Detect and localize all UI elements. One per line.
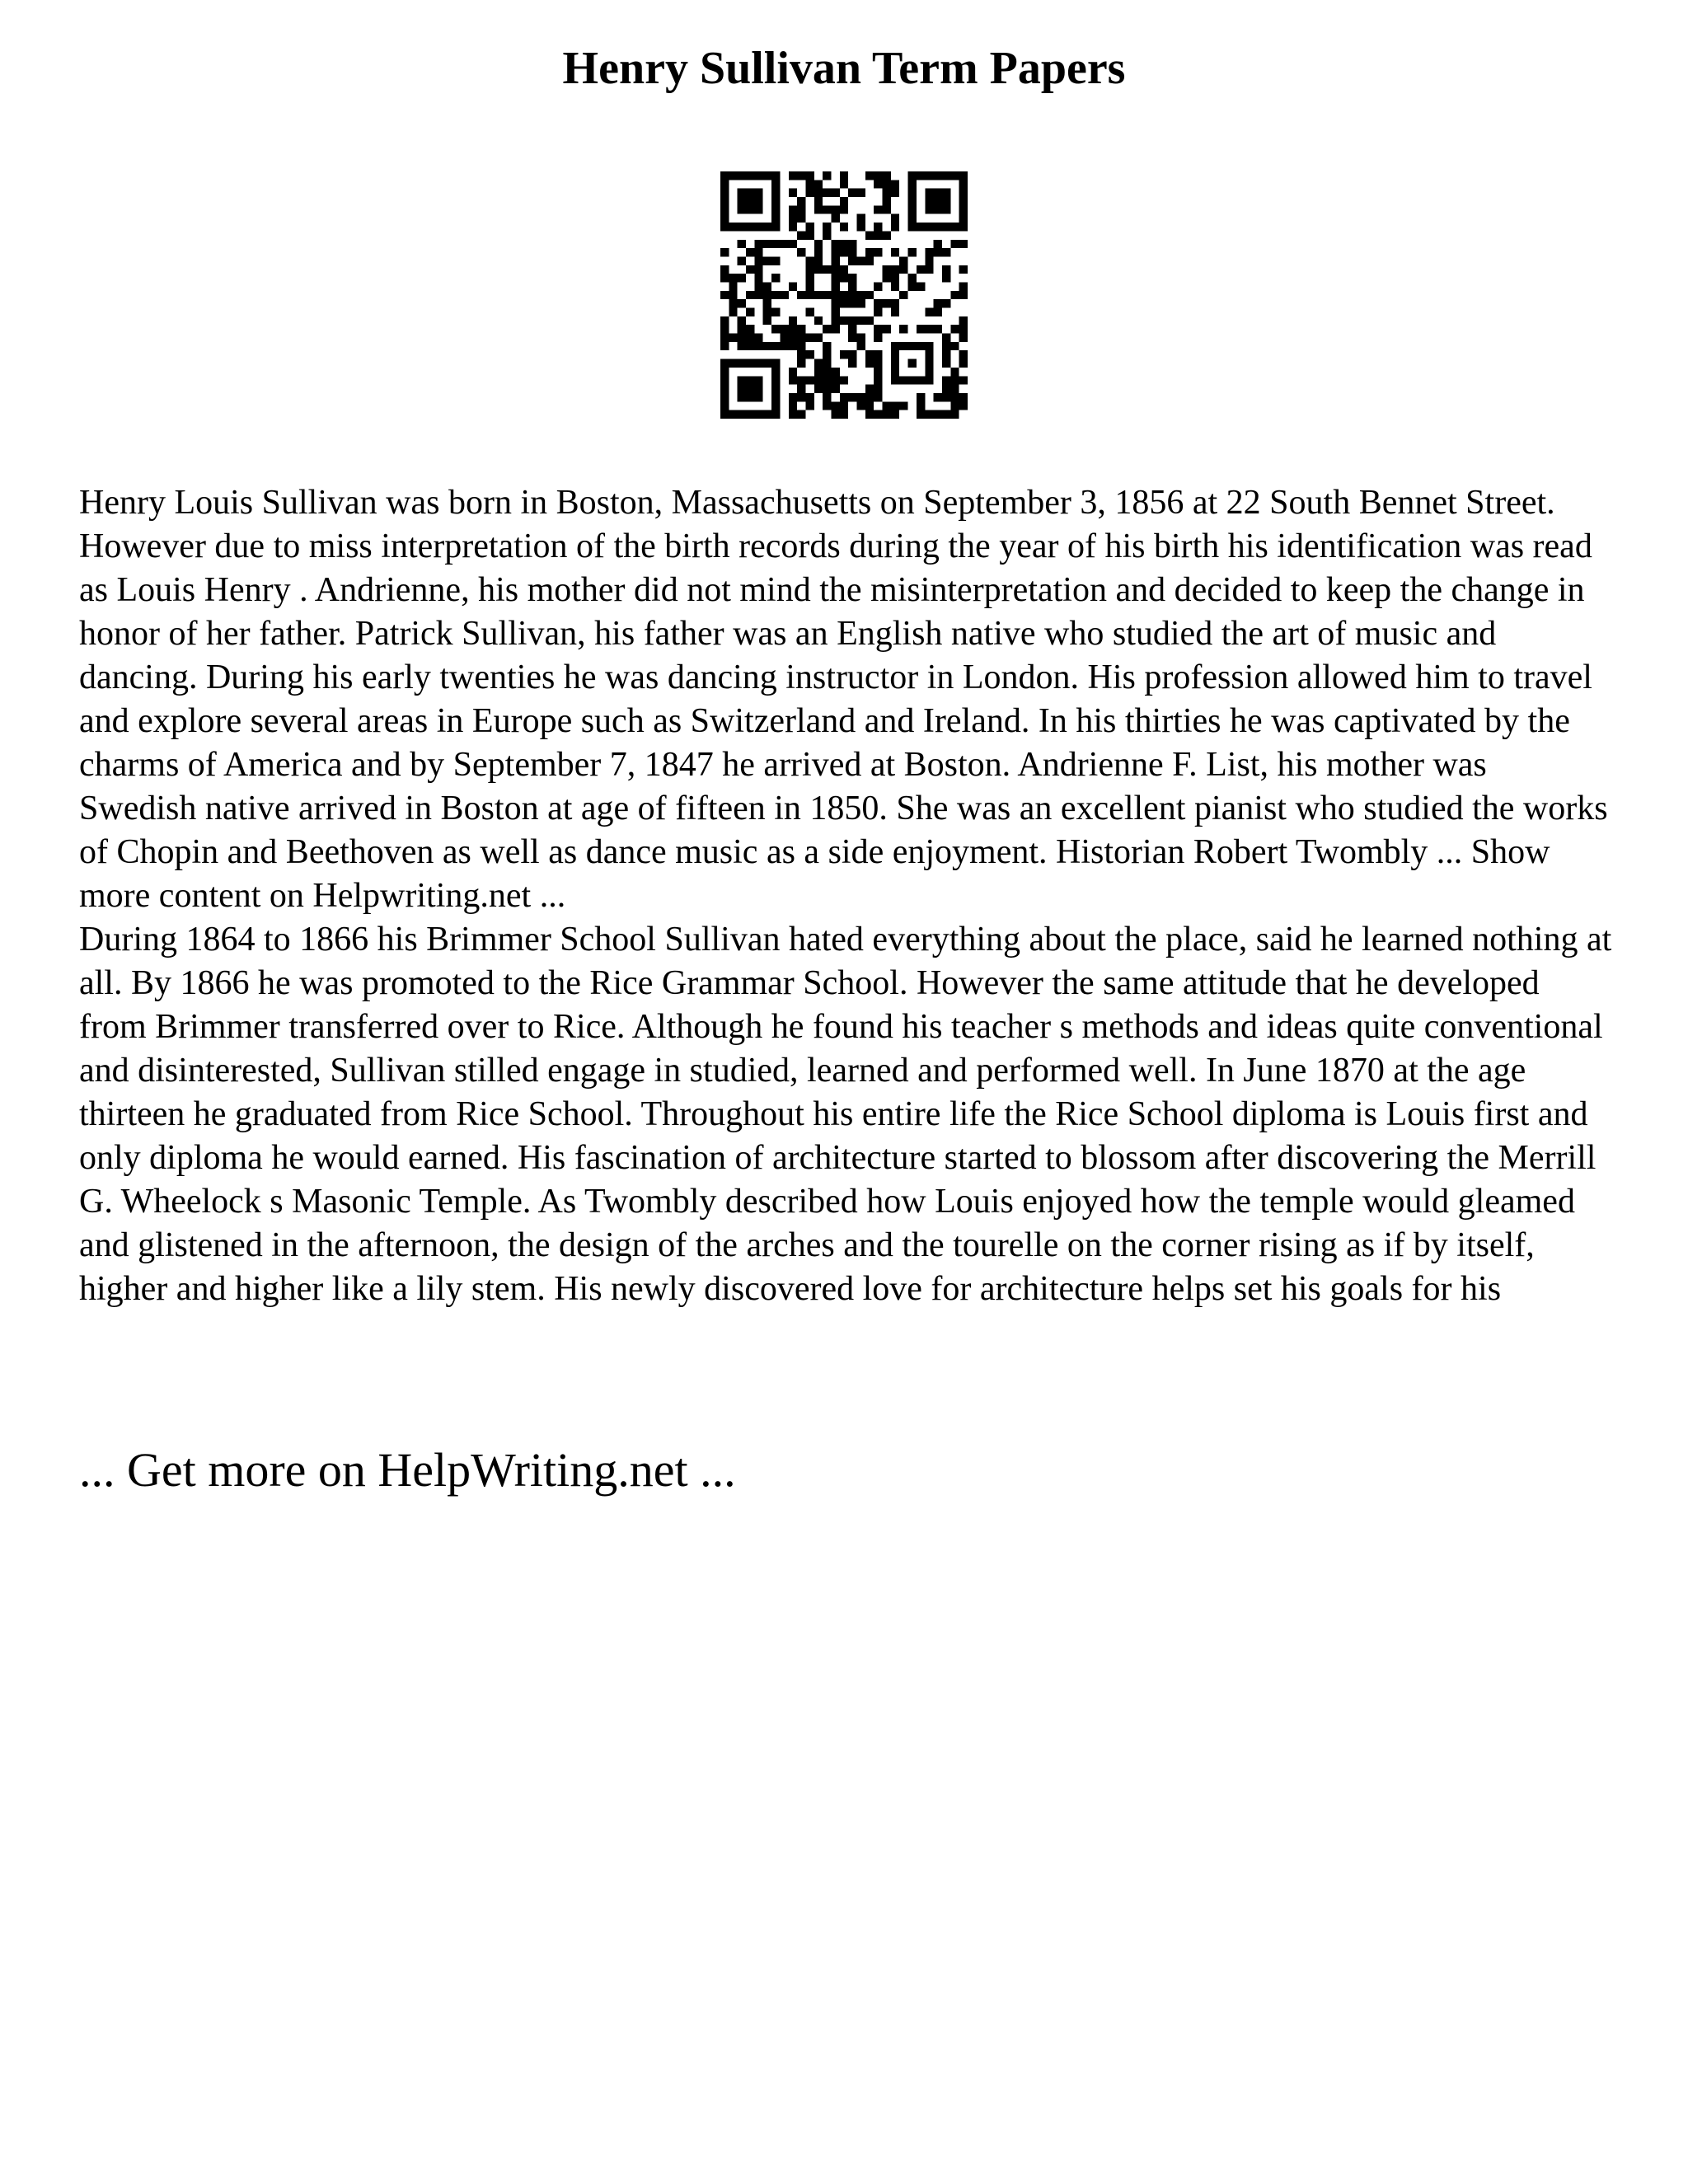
paragraph-2: During 1864 to 1866 his Brimmer School Sullivan hated everything about the place, said he learned nothing at all. By 1866 he was promoted to the Rice Grammar School. However the same attitude that he developed from Brimmer transferred over to Rice. Although he found his teacher s methods and ideas quite conventional and disinterested, Sullivan stilled engage in studied, learned and performed well. In June 1870 at the age thirteen he graduated from Rice School. Throughout his entire life the Rice School diploma is Louis first and only diploma he would earned. His fascination of architecture started to blossom after discovering the Merrill G. Wheelock s Masonic Temple. As Twombly described how Louis enjoyed how the temple would gleamed and glistened in the afternoon, the design of the arches and the tourelle on the corner rising as if by itself, higher and higher like a lily stem. His newly discovered love for architecture helps set his goals for his (79, 921, 1612, 1308)
qr-code-icon (720, 171, 968, 419)
body-text (79, 481, 1612, 1311)
paragraph-1: Henry Louis Sullivan was born in Boston, Massachusetts on September 3, 1856 at 22 South Bennet Street. However due to miss interpretation of the birth records during the year of his birth his identification was read as Louis Henry . Andrienne, his mother did not mind the misinterpretation and decided to keep the change in honor of her father. Patrick Sullivan, his father was an English native who studied the art of music and dancing. During his early twenties he was dancing instructor in London. His profession allowed him to travel and explore several areas in Europe such as Switzerland and Ireland. In his thirties he was captivated by the charms of America and by September 7, 1847 he arrived at Boston. Andrienne F. List, his mother was Swedish native arrived in Boston at age of fifteen in 1850. She was an excellent pianist who studied the works of Chopin and Beethoven as well as dance music as a side enjoyment. Historian Robert Twombly ... Show more content on Helpwriting.net ... (79, 484, 1608, 915)
get-more-link[interactable]: ... Get more on HelpWriting.net ... (79, 1443, 736, 1497)
page-title: Henry Sullivan Term Papers (562, 43, 1126, 94)
